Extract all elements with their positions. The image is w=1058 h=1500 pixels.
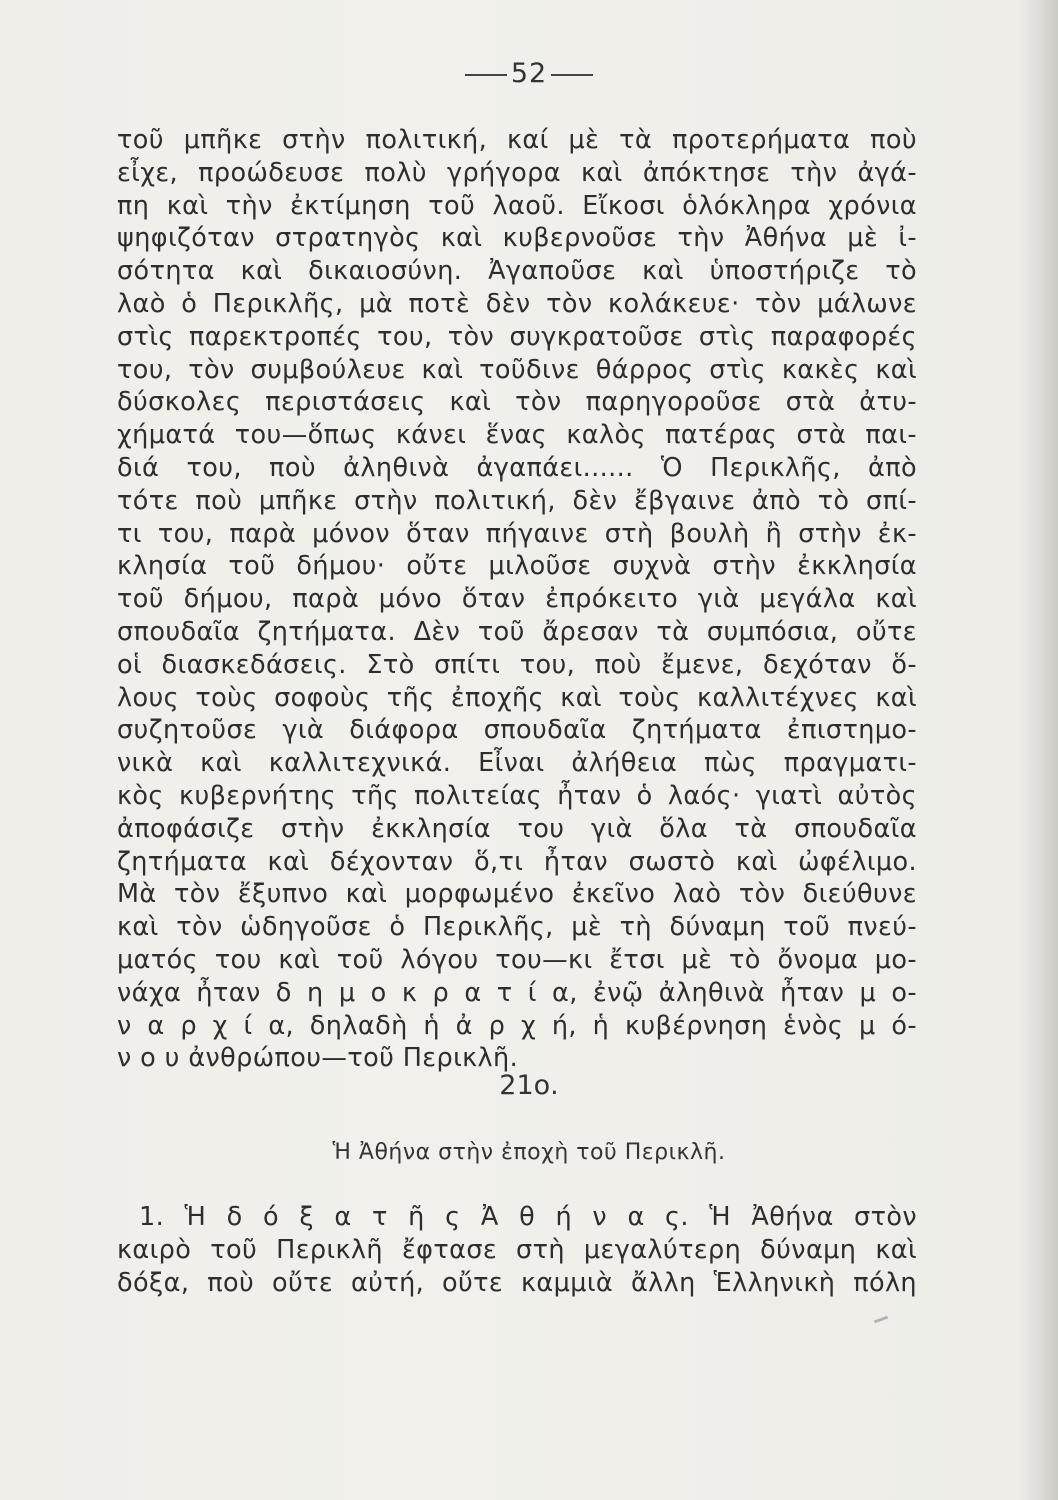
paragraph-line: νικὰ καὶ καλλιτεχνικά. Εἶναι ἀλήθεια πὼς πραγματι- (117, 748, 917, 779)
paragraph-line: ν ο υ ἀνθρώπου—τοῦ Περικλῆ. (117, 1043, 519, 1074)
paragraph-line: δύσκολες περιστάσεις καὶ τὸν παρηγοροῦσε στὰ ἀτυ- (117, 387, 917, 418)
subsection-line: καιρὸ τοῦ Περικλῆ ἔφτασε στὴ μεγαλύτερη δύναμη καὶ (117, 1234, 917, 1265)
paragraph-line: οἱ διασκεδάσεις. Στὸ σπίτι του, ποὺ ἔμενε, δεχόταν ὅ- (117, 649, 917, 680)
section-title: Ἡ Ἀθήνα στὴν ἐποχὴ τοῦ Περικλῆ. (332, 1140, 726, 1165)
paragraph-line: συζητοῦσε γιὰ διάφορα σπουδαῖα ζητήματα ἐπιστημο- (117, 715, 917, 746)
paragraph-line: Μὰ τὸν ἔξυπνο καὶ μορφωμένο ἐκεῖνο λαὸ τὸν διεύθυνε (117, 879, 917, 910)
stray-ink-mark (874, 1316, 888, 1324)
spine-shadow (1020, 0, 1058, 1500)
paragraph-line: ἀποφάσιζε στὴν ἐκκλησία του γιὰ ὅλα τὰ σπουδαῖα (117, 813, 917, 844)
paragraph-line: σότητα καὶ δικαιοσύνη. Ἀγαποῦσε καὶ ὑποστήριζε τὸ (117, 256, 917, 287)
dash-right (551, 74, 593, 76)
paragraph-line: τοῦ μπῆκε στὴν πολιτική, καί μὲ τὰ προτερήματα ποὺ (117, 125, 917, 155)
paragraph-line: εἶχε, προώδευσε πολὺ γρήγορα καὶ ἀπόκτησε τὴν ἀγά- (117, 157, 917, 188)
paragraph-line: χήματά του—ὅπως κάνει ἕνας καλὸς πατέρας στὰ παι- (117, 420, 917, 451)
page-number (0, 58, 1058, 89)
paragraph-line: ζητήματα καὶ δέχονταν ὅ,τι ἦταν σωστὸ καὶ ὠφέλιμο. (117, 846, 917, 877)
paragraph-line: καὶ τὸν ὡδηγοῦσε ὁ Περικλῆς, μὲ τὴ δύναμη τοῦ πνεύ- (117, 912, 917, 943)
paragraph-line: κὸς κυβερνήτης τῆς πολιτείας ἦταν ὁ λαός· γιατὶ αὐτὸς (117, 780, 917, 811)
paragraph-line: ματός του καὶ τοῦ λόγου του—κι ἔτσι μὲ τὸ ὄνομα μο- (117, 944, 917, 975)
paragraph-line: στὶς παρεκτροπές του, τὸν συγκρατοῦσε στὶς παραφορές (117, 321, 917, 352)
paragraph-line: νάχα ἦταν δ η μ ο κ ρ α τ ί α, ἐνῷ ἀληθινὰ ἦταν μ ο- (117, 977, 917, 1008)
paragraph-line: του, τὸν συμβούλευε καὶ τοῦδινε θάρρος στὶς κακὲς καὶ (117, 354, 917, 385)
subsection-line: δόξα, ποὺ οὔτε αὐτή, οὔτε καμμιὰ ἄλλη Ἑλληνικὴ πόλη (117, 1267, 917, 1298)
paragraph-line: πη καὶ τὴν ἐκτίμηση τοῦ λαοῦ. Εἴκοσι ὁλόκληρα χρόνια (117, 190, 917, 221)
paragraph-line: διά του, ποὺ ἀληθινὰ ἀγαπάει...... Ὁ Περικλῆς, ἀπὸ (117, 452, 917, 483)
paragraph-line: λαὸ ὁ Περικλῆς, μὰ ποτὲ δὲν τὸν κολάκευε· τὸν μάλωνε (117, 288, 917, 319)
paragraph-line: τι του, παρὰ μόνον ὅταν πήγαινε στὴ βουλὴ ἢ στὴν ἐκ- (117, 518, 917, 549)
paragraph-line: ψηφιζόταν στρατηγὸς καὶ κυβερνοῦσε τὴν Ἀθήνα μὲ ἰ- (117, 223, 917, 254)
subsection-paragraph (117, 1201, 917, 1299)
paragraph-line: τότε ποὺ μπῆκε στὴν πολιτική, δὲν ἔβγαινε ἀπὸ τὸ σπί- (117, 485, 917, 516)
paragraph-line: ν α ρ χ ί α, δηλαδὴ ἡ ἀ ρ χ ή, ἡ κυβέρνηση ἑνὸς μ ό- (117, 1010, 917, 1041)
dash-left (465, 74, 507, 76)
subsection-line: 1. Ἡ δ ό ξ α τ ῆ ς Ἀ θ ή ν α ς. Ἡ Ἀθήνα στὸν (139, 1202, 917, 1232)
paragraph-line: κλησία τοῦ δήμου· οὔτε μιλοῦσε συχνὰ στὴν ἐκκλησία (117, 551, 917, 582)
paragraph-line: λους τοὺς σοφοὺς τῆς ἐποχῆς καὶ τοὺς καλλιτέχνες καὶ (117, 682, 917, 713)
page-number-text: 52 (510, 58, 548, 89)
paragraph-line: σπουδαῖα ζητήματα. Δὲν τοῦ ἄρεσαν τὰ συμπόσια, οὔτε (117, 616, 917, 647)
main-paragraph (117, 124, 917, 1075)
section-number: 21ο. (499, 1070, 559, 1101)
paragraph-line: τοῦ δήμου, παρὰ μόνο ὅταν ἐπρόκειτο γιὰ μεγάλα καὶ (117, 584, 917, 615)
